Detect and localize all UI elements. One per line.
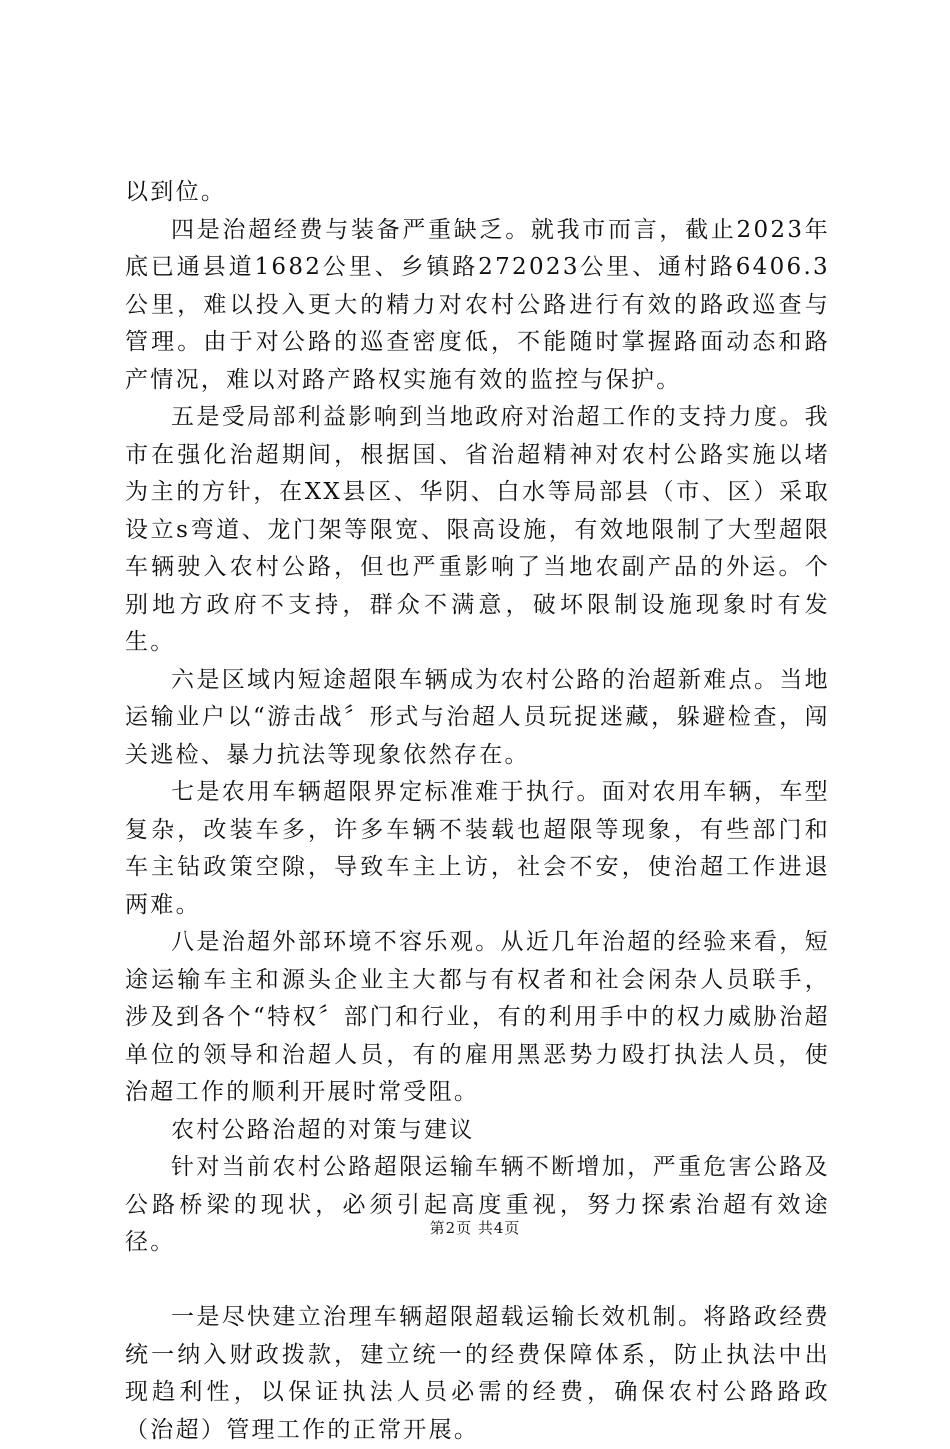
paragraph-funding-shortage: 四是治超经费与装备严重缺乏。就我市而言，截止2023年底已通县道1682公里、乡镇路272023公里、通村路6406.3公里，难以投入更大的精力对农村公路进行有效的路政巡查与管理。由于对公路的巡查密度低，不能随时掌握路面动态和路产情况，难以对路产路权实施有效的监控与保护。 xyxy=(125,216,830,393)
section-heading: 农村公路治超的对策与建议 xyxy=(171,1116,475,1143)
document-body xyxy=(125,174,830,1449)
paragraph-short-haul-vehicles: 六是区域内短途超限车辆成为农村公路的治超新难点。当地运输业户以“游击战〞形式与治超人员玩捉迷藏，躲避检查，闯关逃检、暴力抗法等现象依然存在。 xyxy=(125,666,830,768)
paragraph-external-environment: 八是治超外部环境不容乐观。从近几年治超的经验来看，短途运输车主和源头企业主大都与有权者和社会闲杂人员联手，涉及到各个“特权〞部门和行业，有的利用手中的权力威胁治超单位的领导和治超人员，有的雇用黑恶势力殴打执法人员，使治超工作的顺利开展时常受阻。 xyxy=(125,929,830,1105)
paragraph-local-interests: 五是受局部利益影响到当地政府对治超工作的支持力度。我市在强化治超期间，根据国、省治超精神对农村公路实施以堵为主的方针，在XX县区、华阴、白水等局部县（市、区）采取设立s弯道、龙门架等限宽、限高设施，有效地限制了大型超限车辆驶入农村公路，但也严重影响了当地农副产品的外运。个别地方政府不支持，群众不满意，破坏限制设施现象时有发生。 xyxy=(125,404,830,655)
paragraph-farm-vehicle-standards: 七是农用车辆超限界定标准难于执行。面对农用车辆，车型复杂，改装车多，许多车辆不装载也超限等现象，有些部门和车主钻政策空隙，导致车主上访，社会不安，使治超工作进退两难。 xyxy=(125,779,830,918)
paragraph-long-term-mechanism: 一是尽快建立治理车辆超限超载运输长效机制。将路政经费统一纳入财政拨款，建立统一的经费保障体系，防止执法中出现趋利性，以保证执法人员必需的经费，确保农村公路路政（治超）管理工作的正常开展。 xyxy=(125,1304,830,1443)
page-number-footer: 第2页 共4页 xyxy=(429,1219,521,1237)
paragraph-intro: 针对当前农村公路超限运输车辆不断增加，严重危害公路及公路桥梁的现状，必须引起高度重视，努力探索治超有效途径。 xyxy=(125,1154,830,1255)
paragraph-spacer xyxy=(125,1262,830,1300)
paragraph-continuation: 以到位。 xyxy=(125,179,227,205)
